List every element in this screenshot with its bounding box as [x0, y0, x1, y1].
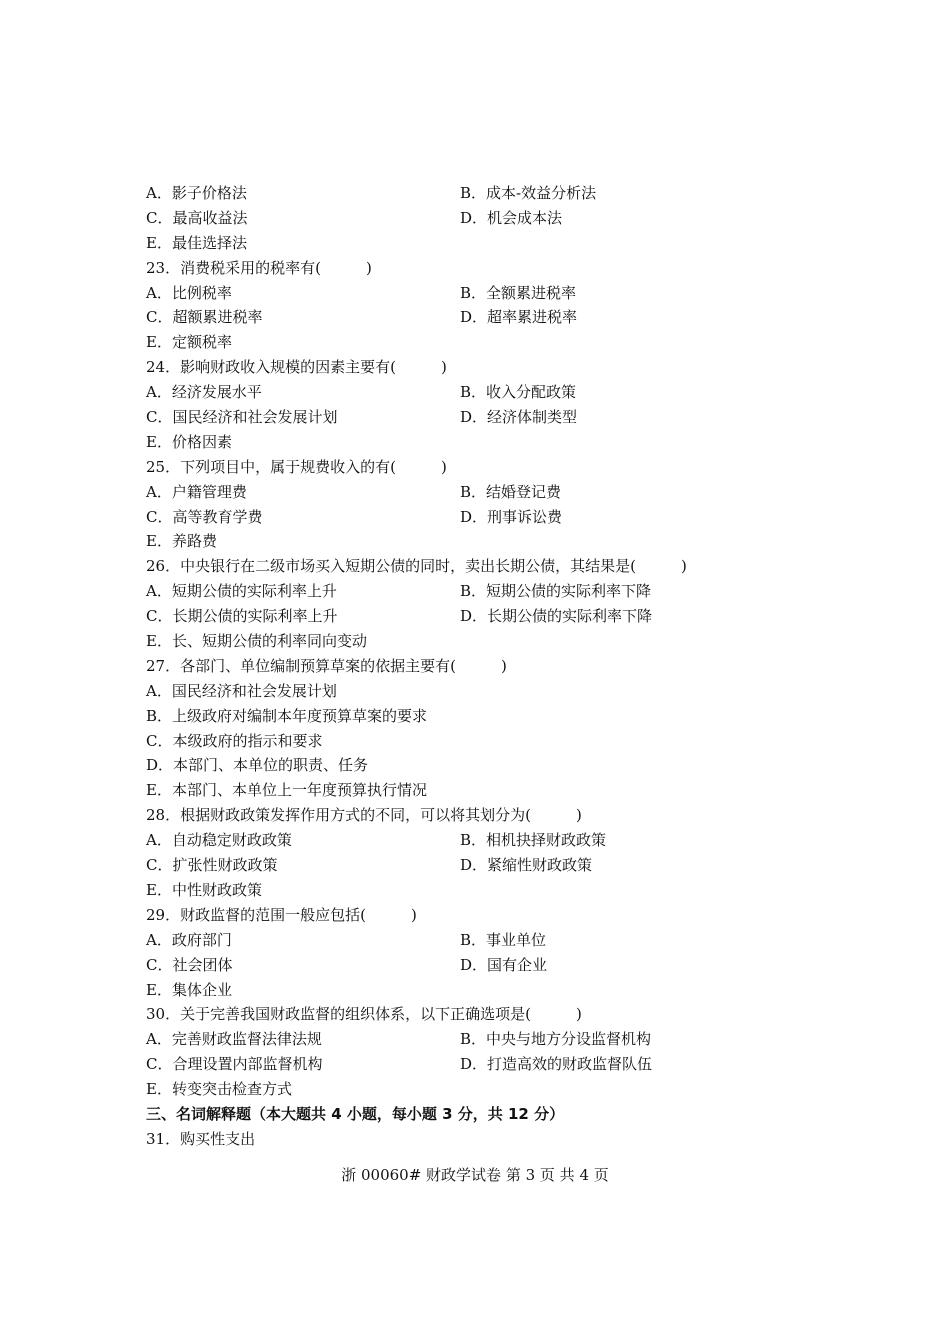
option-row — [146, 505, 786, 530]
option-left: A．完善财政监督法律法规 — [146, 1030, 322, 1049]
option-left: C．社会团体 — [146, 955, 233, 974]
text-line: 28．根据财政政策发挥作用方式的不同，可以将其划分为( ) — [146, 806, 582, 825]
text-line: 30．关于完善我国财政监督的组织体系，以下正确选项是( ) — [146, 1005, 582, 1024]
option-left: A．影子价格法 — [146, 184, 247, 202]
option-row — [146, 1027, 786, 1052]
option-right: B．收入分配政策 — [460, 383, 577, 402]
section-heading: 三、名词解释题（本大题共 4 小题，每小题 3 分，共 12 分） — [146, 1104, 565, 1123]
option-row — [146, 405, 786, 430]
option-left: C．超额累进税率 — [146, 308, 263, 327]
option-left: A．比例税率 — [146, 283, 232, 302]
option-left: A．政府部门 — [146, 930, 232, 949]
option-row — [146, 828, 786, 853]
option-left: A．短期公债的实际利率上升 — [146, 582, 337, 601]
text-line: 31．购买性支出 — [146, 1129, 256, 1148]
text-line: B．上级政府对编制本年度预算草案的要求 — [146, 706, 428, 725]
text-line: E．长、短期公债的利率同向变动 — [146, 632, 367, 651]
option-right: B．结婚登记费 — [460, 482, 562, 501]
option-right: B．全额累进税率 — [460, 283, 577, 302]
option-right: B．中央与地方分设监督机构 — [460, 1030, 652, 1049]
text-line: D．本部门、本单位的职责、任务 — [146, 756, 369, 775]
text-line: E．中性财政政策 — [146, 880, 262, 899]
text-line: E．转变突击检查方式 — [146, 1080, 292, 1099]
text-line: E．本部门、本单位上一年度预算执行情况 — [146, 781, 427, 800]
option-right: D．打造高效的财政监督队伍 — [460, 1055, 653, 1074]
text-line: E．养路费 — [146, 532, 217, 551]
option-left: C．最高收益法 — [146, 208, 248, 227]
option-right: D．长期公债的实际利率下降 — [460, 607, 653, 626]
option-right: D．刑事诉讼费 — [460, 507, 563, 526]
option-row — [146, 480, 786, 505]
option-right: B．成本-效益分析法 — [460, 184, 597, 202]
option-row — [146, 604, 786, 629]
option-row — [146, 1052, 786, 1077]
option-left: A．户籍管理费 — [146, 482, 247, 501]
option-row — [146, 928, 786, 953]
text-line: 27．各部门、单位编制预算草案的依据主要有( ) — [146, 656, 507, 675]
text-line: 26．中央银行在二级市场买入短期公债的同时，卖出长期公债，其结果是( ) — [146, 557, 687, 576]
option-row — [146, 181, 786, 206]
option-row — [146, 953, 786, 978]
option-right: D．国有企业 — [460, 955, 548, 974]
text-line: E．价格因素 — [146, 432, 232, 451]
exam-content — [146, 181, 786, 1152]
text-line: E．定额税率 — [146, 333, 232, 352]
option-left: A．自动稳定财政政策 — [146, 831, 292, 850]
text-line: 23．消费税采用的税率有( ) — [146, 258, 372, 277]
text-line: E．集体企业 — [146, 980, 232, 999]
option-row — [146, 853, 786, 878]
option-left: A．经济发展水平 — [146, 383, 262, 402]
text-line: 24．影响财政收入规模的因素主要有( ) — [146, 358, 447, 377]
option-right: D．经济体制类型 — [460, 408, 578, 427]
option-row — [146, 380, 786, 405]
option-row — [146, 579, 786, 604]
option-row — [146, 206, 786, 231]
option-left: C．长期公债的实际利率上升 — [146, 607, 338, 626]
option-left: C．合理设置内部监督机构 — [146, 1055, 323, 1074]
option-right: D．机会成本法 — [460, 208, 563, 227]
option-right: D．紧缩性财政政策 — [460, 856, 593, 875]
text-line: 29．财政监督的范围一般应包括( ) — [146, 905, 417, 924]
option-left: C．扩张性财政政策 — [146, 856, 278, 875]
text-line: A．国民经济和社会发展计划 — [146, 681, 337, 700]
option-right: B．短期公债的实际利率下降 — [460, 582, 652, 601]
option-row — [146, 281, 786, 306]
text-line: 25．下列项目中，属于规费收入的有( ) — [146, 457, 447, 476]
option-left: C．国民经济和社会发展计划 — [146, 408, 338, 427]
option-row — [146, 305, 786, 330]
option-right: B．相机抉择财政政策 — [460, 831, 607, 850]
option-left: C．高等教育学费 — [146, 507, 263, 526]
option-right: B．事业单位 — [460, 930, 547, 949]
page-footer: 浙 00060# 财政学试卷 第 3 页 共 4 页 — [341, 1166, 609, 1184]
text-line: C．本级政府的指示和要求 — [146, 731, 323, 750]
text-line: E．最佳选择法 — [146, 233, 247, 252]
option-right: D．超率累进税率 — [460, 308, 578, 327]
